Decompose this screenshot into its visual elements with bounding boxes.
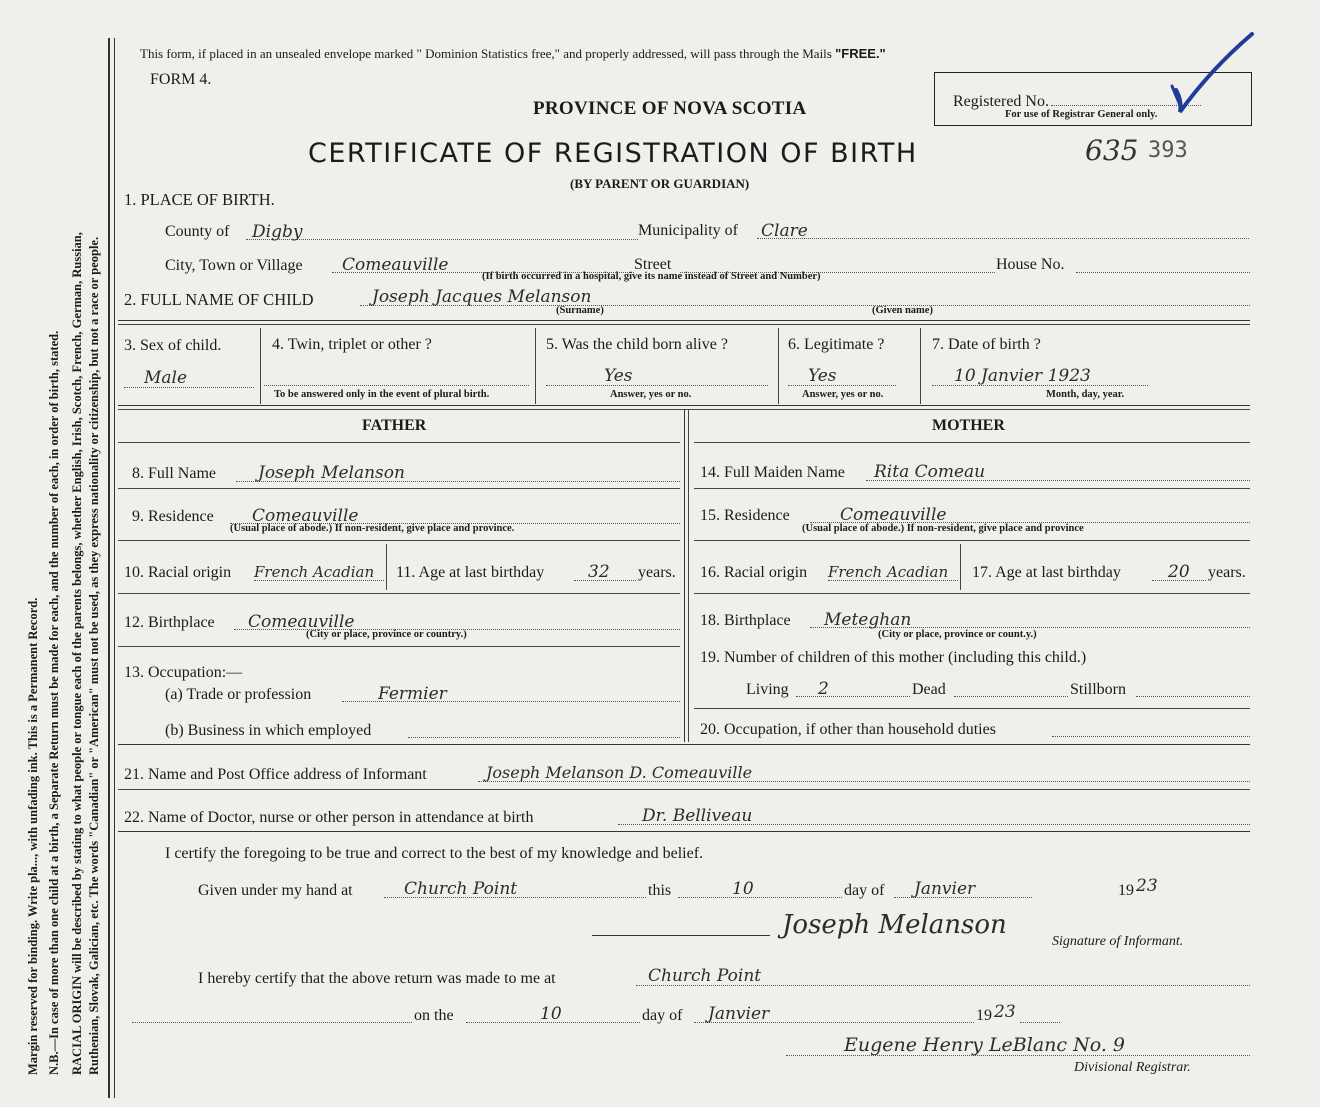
cert-number-handwritten: 635 <box>1085 134 1139 167</box>
dob-label: 7. Date of birth ? <box>932 336 1041 353</box>
registrar-year-field[interactable] <box>1020 1004 1060 1023</box>
mother-heading-rule <box>694 442 1250 443</box>
margin-note-racial-origin-cont: Ruthenian, Slovak, Galician, etc. The words "Canadian" or "American" must not be used, as they express nationality or citizenship, but not a race or people. <box>87 236 101 1075</box>
mother-racial-divider <box>960 544 961 590</box>
given-place-value: Church Point <box>404 879 518 899</box>
father-racial-value: French Acadian <box>254 563 375 581</box>
county-field[interactable] <box>246 222 638 240</box>
registrar-year-prefix: 19 <box>976 1007 992 1024</box>
surname-caption: (Surname) <box>556 305 604 316</box>
house-no-label: House No. <box>996 256 1065 273</box>
father-racial-divider <box>386 544 387 590</box>
cert-number-stamped: 393 <box>1148 138 1188 163</box>
rule-before-boxes-2 <box>118 324 1250 325</box>
registrar-day-value: 10 <box>540 1004 562 1024</box>
dob-field[interactable] <box>932 366 1148 386</box>
born-alive-label: 5. Was the child born alive ? <box>546 336 728 353</box>
year-prefix: 19 <box>1118 882 1134 899</box>
mother-years-label: years. <box>1208 564 1246 581</box>
mother-age-value: 20 <box>1168 562 1190 582</box>
legitimate-label: 6. Legitimate ? <box>788 336 885 353</box>
born-alive-note: Answer, yes or no. <box>610 389 692 400</box>
sex-value: Male <box>144 368 188 388</box>
mother-age-field[interactable] <box>1152 562 1206 581</box>
mother-rule-4 <box>694 708 1250 709</box>
margin-note-binding: Margin reserved for binding. Write pla..., with unfading ink. This is a Permanent Record. <box>26 597 40 1075</box>
registrar-day-field[interactable] <box>466 1004 640 1023</box>
rule-before-boxes <box>118 320 1250 321</box>
mother-racial-field[interactable] <box>828 562 958 581</box>
father-name-label: 8. Full Name <box>132 465 216 482</box>
father-business-label: (b) Business in which employed <box>165 722 372 739</box>
father-residence-note: (Usual place of abode.) If non-resident, give place and province. <box>230 523 515 534</box>
twin-label: 4. Twin, triplet or other ? <box>272 336 432 353</box>
father-rule-4 <box>118 646 680 647</box>
rule-after-parents <box>118 744 1250 745</box>
sex-field[interactable] <box>124 368 254 388</box>
born-alive-value: Yes <box>604 366 633 386</box>
mother-occupation-label: 20. Occupation, if other than household duties <box>700 721 996 738</box>
twin-field[interactable] <box>264 368 529 386</box>
given-month-value: Janvier <box>914 879 976 899</box>
father-rule-3 <box>118 593 680 594</box>
mother-name-label: 14. Full Maiden Name <box>700 464 845 481</box>
registrar-caption: Divisional Registrar. <box>1074 1060 1191 1075</box>
box-divider-2 <box>535 328 536 404</box>
mail-notice: This form, if placed in an unsealed envelope marked " Dominion Statistics free," and properly addressed, will pass through the Mails "FREE." <box>140 46 886 61</box>
legitimate-field[interactable] <box>788 366 896 386</box>
father-birthplace-label: 12. Birthplace <box>124 614 215 631</box>
mother-birthplace-note: (City or place, province or count.y.) <box>878 629 1037 640</box>
certify-statement: I certify the foregoing to be true and correct to the best of my knowledge and belief. <box>165 845 704 862</box>
mother-racial-value: French Acadian <box>828 563 949 581</box>
box-divider-4 <box>920 328 921 404</box>
registrar-statement: I hereby certify that the above return was made to me at <box>198 970 556 987</box>
city-label: City, Town or Village <box>165 257 303 274</box>
municipality-field[interactable] <box>757 221 1249 239</box>
registrar-day-of-label: day of <box>642 1007 683 1024</box>
mother-dead-label: Dead <box>912 681 946 698</box>
mother-living-field[interactable] <box>796 679 910 697</box>
doctor-value: Dr. Belliveau <box>642 806 753 826</box>
mother-birthplace-value: Meteghan <box>824 610 912 630</box>
mother-residence-label: 15. Residence <box>700 507 790 524</box>
child-name-field[interactable] <box>360 287 1250 306</box>
mother-stillborn-label: Stillborn <box>1070 681 1127 698</box>
given-day-field[interactable] <box>678 879 842 898</box>
informant-label: 21. Name and Post Office address of Informant <box>124 766 427 783</box>
signature-line <box>592 935 770 936</box>
rule-before-parents <box>118 405 1250 406</box>
this-label: this <box>648 882 672 899</box>
given-month-field[interactable] <box>894 879 1032 898</box>
mother-occupation-field[interactable] <box>1052 719 1250 737</box>
registrar-signature: Eugene Henry LeBlanc No. 9 <box>844 1034 1125 1056</box>
sex-label: 3. Sex of child. <box>124 337 222 354</box>
mother-birthplace-field[interactable] <box>810 610 1250 628</box>
box-divider-3 <box>778 328 779 404</box>
father-trade-value: Fermier <box>378 684 447 704</box>
checkmark-icon <box>1160 30 1260 120</box>
mother-residence-note: (Usual place of abode.) If non-resident, give place and province <box>802 523 1084 534</box>
father-name-field[interactable] <box>236 463 680 482</box>
father-racial-field[interactable] <box>254 562 384 581</box>
mother-living-value: 2 <box>818 679 829 699</box>
parents-divider <box>684 410 685 742</box>
registrar-month-field[interactable] <box>694 1004 974 1023</box>
form-number: FORM 4. <box>150 71 212 88</box>
mother-children-label: 19. Number of children of this mother (including this child.) <box>700 649 1087 666</box>
dob-value: 10 Janvier 1923 <box>954 366 1091 386</box>
mother-dead-field[interactable] <box>954 679 1068 697</box>
given-name-caption: (Given name) <box>872 305 933 316</box>
registrar-place-value: Church Point <box>648 966 762 986</box>
mother-birthplace-label: 18. Birthplace <box>700 612 791 629</box>
street-label: Street <box>634 256 672 273</box>
father-years-label: years. <box>638 564 676 581</box>
mother-living-label: Living <box>746 681 789 698</box>
father-heading-rule <box>118 442 680 443</box>
mother-stillborn-field[interactable] <box>1136 679 1250 697</box>
legitimate-note: Answer, yes or no. <box>802 389 884 400</box>
given-day-value: 10 <box>732 879 754 899</box>
twin-note: To be answered only in the event of plural birth. <box>274 389 490 400</box>
margin-note-racial-origin: RACIAL ORIGIN will be described by stating to what people or tongue each of the parents belongs, whether English, Irish, Scotch, French, German, Russian, <box>70 232 84 1075</box>
house-no-field[interactable] <box>1076 255 1250 273</box>
informant-field[interactable] <box>478 763 1250 782</box>
mother-name-value: Rita Comeau <box>874 462 986 482</box>
doctor-field[interactable] <box>618 806 1250 825</box>
born-alive-field[interactable] <box>546 366 768 386</box>
registrar-year-value: 23 <box>994 1002 1016 1022</box>
certificate-subtitle: (BY PARENT OR GUARDIAN) <box>570 176 750 191</box>
registrar-signature-field[interactable] <box>786 1034 1250 1056</box>
child-name-label: 2. FULL NAME OF CHILD <box>124 290 314 309</box>
given-under-label: Given under my hand at <box>198 882 353 899</box>
father-age-value: 32 <box>588 562 610 582</box>
father-rule-2 <box>118 540 680 541</box>
registrar-month-value: Janvier <box>708 1004 770 1024</box>
father-age-field[interactable] <box>574 562 636 581</box>
given-place-field[interactable] <box>384 879 646 898</box>
mother-name-field[interactable] <box>866 462 1250 481</box>
rule-informant <box>118 789 1250 790</box>
rule-before-certification <box>118 831 1250 832</box>
mother-residence-value: Comeauville <box>840 505 947 525</box>
informant-signature: Joseph Melanson <box>782 910 1007 940</box>
father-birthplace-note: (City or place, province or country.) <box>306 629 467 640</box>
mother-residence-field[interactable] <box>810 505 1250 523</box>
child-name-value: Joseph Jacques Melanson <box>372 287 592 307</box>
day-of-label: day of <box>844 882 885 899</box>
father-occupation-label: 13. Occupation:— <box>124 664 243 681</box>
given-year-value: 23 <box>1136 876 1158 896</box>
father-racial-label: 10. Racial origin <box>124 564 232 581</box>
father-residence-value: Comeauville <box>252 506 359 526</box>
signature-caption: Signature of Informant. <box>1052 934 1184 949</box>
registered-note: For use of Registrar General only. <box>1005 109 1158 120</box>
certificate-title: CERTIFICATE OF REGISTRATION OF BIRTH <box>308 138 918 169</box>
father-heading: FATHER <box>362 417 427 434</box>
registrar-place-field[interactable] <box>636 966 1250 986</box>
father-birthplace-field[interactable] <box>234 612 680 630</box>
binding-rule <box>108 38 110 1098</box>
legitimate-value: Yes <box>808 366 837 386</box>
mother-rule-2 <box>694 540 1250 541</box>
parents-divider-2 <box>688 410 689 742</box>
mother-racial-label: 16. Racial origin <box>700 564 808 581</box>
box-divider-1 <box>260 328 261 404</box>
dob-note: Month, day, year. <box>1046 389 1125 400</box>
father-residence-label: 9. Residence <box>132 508 214 525</box>
father-residence-field[interactable] <box>230 506 680 524</box>
city-value: Comeauville <box>342 255 449 275</box>
county-value: Digby <box>252 222 303 242</box>
mother-age-label: 17. Age at last birthday <box>972 564 1121 581</box>
registered-label: Registered No. <box>953 93 1201 111</box>
margin-note-multiple-births: N.B.—In case of more than one child at a birth, a Separate Return must be made for each, and the number of each, in order of birth, stated. <box>47 330 61 1075</box>
father-trade-field[interactable] <box>342 684 680 702</box>
father-name-value: Joseph Melanson <box>258 463 405 483</box>
informant-value: Joseph Melanson D. Comeauville <box>486 763 753 782</box>
father-rule-1 <box>118 488 680 489</box>
father-birthplace-value: Comeauville <box>248 612 355 632</box>
binding-rule-inner <box>114 38 115 1098</box>
mother-rule-1 <box>694 488 1250 489</box>
province-heading: PROVINCE OF NOVA SCOTIA <box>533 98 807 119</box>
father-age-label: 11. Age at last birthday <box>396 564 545 581</box>
municipality-value: Clare <box>761 221 808 241</box>
hospital-note: (If birth occurred in a hospital, give its name instead of Street and Number) <box>482 271 821 282</box>
father-business-field[interactable] <box>408 720 680 738</box>
municipality-label: Municipality of <box>638 222 738 239</box>
mother-rule-3 <box>694 593 1250 594</box>
registrar-blank-field[interactable] <box>132 1004 412 1023</box>
on-the-label: on the <box>414 1007 454 1024</box>
mother-heading: MOTHER <box>932 417 1005 434</box>
doctor-label: 22. Name of Doctor, nurse or other person in attendance at birth <box>124 809 534 826</box>
father-trade-label: (a) Trade or profession <box>165 686 312 703</box>
place-of-birth-heading: 1. PLACE OF BIRTH. <box>124 190 275 209</box>
county-label: County of <box>165 223 230 240</box>
